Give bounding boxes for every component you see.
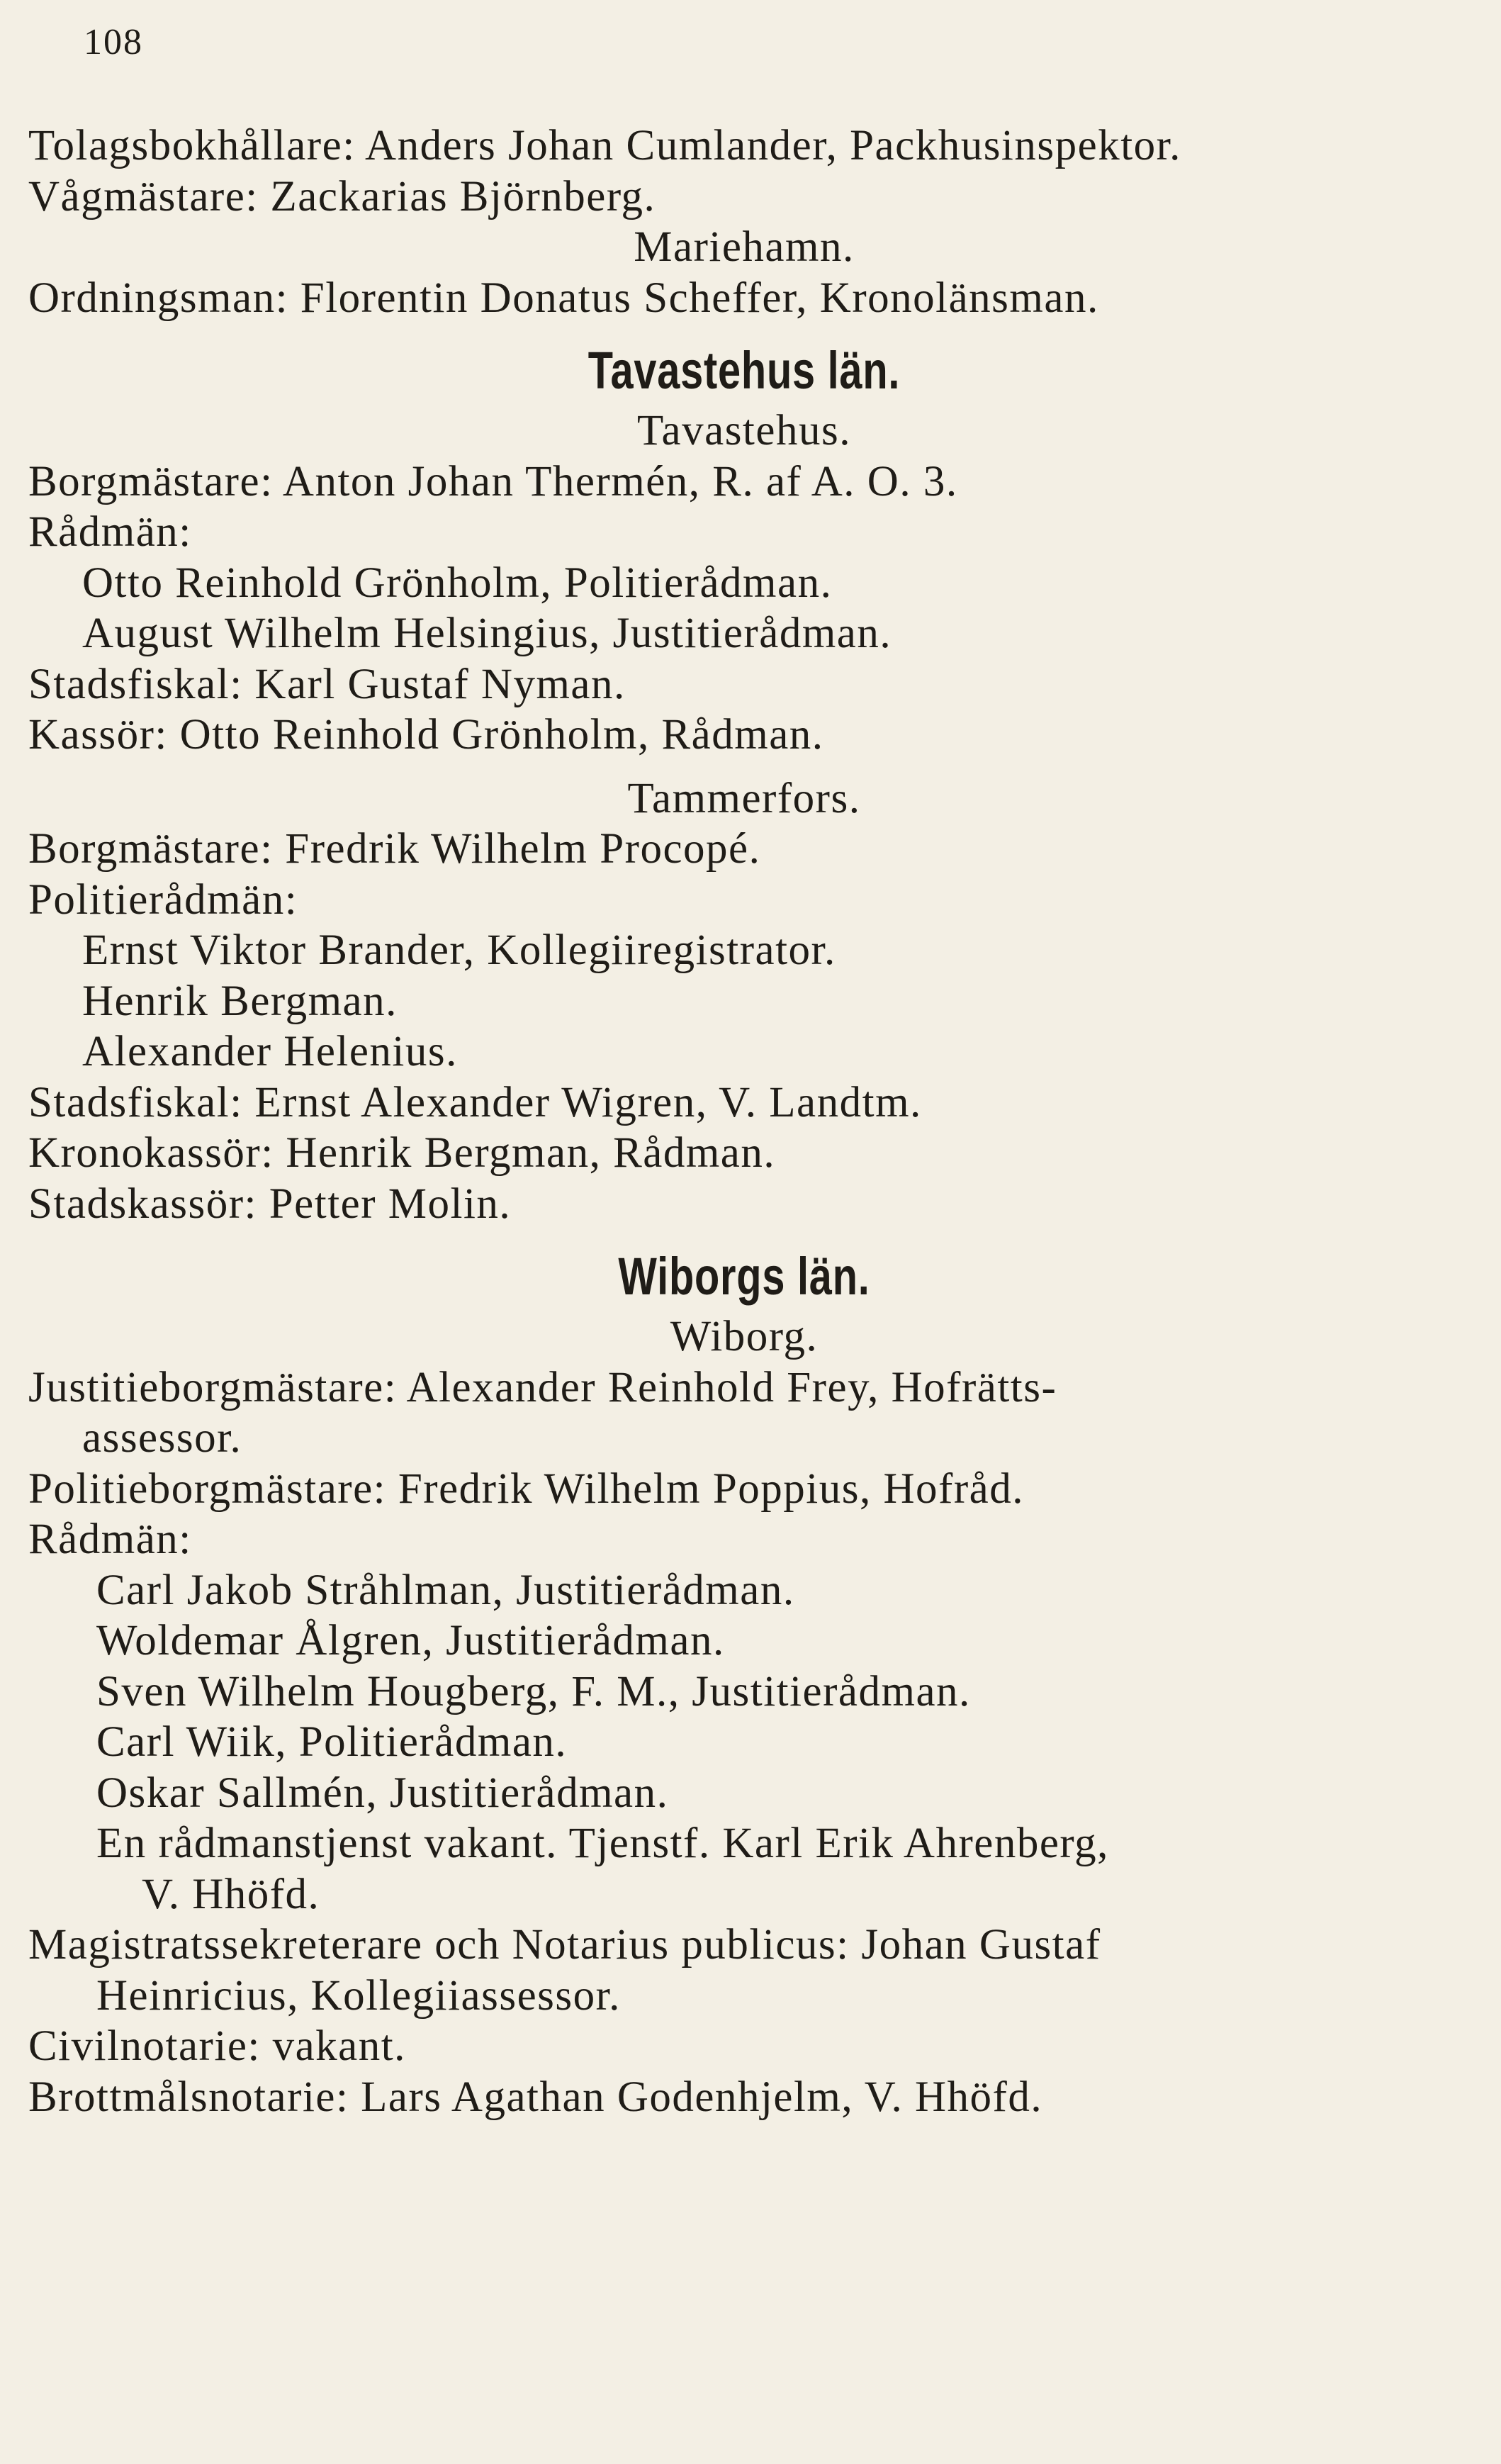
text-line: Vågmästare: Zackarias Björnberg. [28,172,656,220]
list-item: Henrik Bergman. [82,977,398,1025]
page-number: 108 [84,22,143,62]
list-item: August Wilhelm Helsingius, Justitierådman. [82,610,892,657]
list-item: Oskar Sallmén, Justitierådman. [96,1769,669,1817]
text-line: Stadskassör: Petter Molin. [28,1180,512,1228]
text-line: Kassör: Otto Reinhold Grönholm, Rådman. [28,711,824,758]
county-heading: Wiborgs län. [618,1247,870,1306]
list-item: Otto Reinhold Grönholm, Politierådman. [82,559,833,607]
list-item: En rådmanstjenst vakant. Tjenstf. Karl Erik Ahrenberg, [96,1820,1109,1867]
text-line: Politieborgmästare: Fredrik Wilhelm Poppius, Hofråd. [28,1465,1024,1513]
county-heading: Tavastehus län. [588,341,901,400]
text-line: Justitieborgmästare: Alexander Reinhold Frey, Hofrätts- [28,1363,1057,1411]
list-item: Alexander Helenius. [82,1028,458,1075]
document-body [28,121,1460,2122]
town-heading: Tavastehus. [637,407,851,454]
text-line: Borgmästare: Anton Johan Thermén, R. af A. O. 3. [28,457,958,505]
list-item: Woldemar Ålgren, Justitierådman. [96,1617,725,1664]
text-line-continuation: assessor. [82,1414,242,1462]
town-heading: Wiborg. [670,1313,819,1360]
text-line: Borgmästare: Fredrik Wilhelm Procopé. [28,825,761,873]
text-line: Politierådmän: [28,875,298,924]
town-heading: Mariehamn. [634,223,855,271]
list-item: Sven Wilhelm Hougberg, F. M., Justitierådman. [96,1667,971,1715]
list-item: Carl Jakob Stråhlman, Justitierådman. [96,1566,795,1614]
text-line: Rådmän: [28,1516,192,1563]
text-line: Magistratssekreterare och Notarius publicus: Johan Gustaf [28,1921,1101,1969]
text-line: Ordningsman: Florentin Donatus Scheffer, Kronolänsman. [28,274,1099,322]
text-line: Rådmän: [28,508,192,556]
text-line: Civilnotarie: vakant. [28,2022,406,2070]
town-heading: Tammerfors. [627,774,861,822]
list-item: Carl Wiik, Politierådman. [96,1718,568,1766]
text-line: Stadsfiskal: Ernst Alexander Wigren, V. Landtm. [28,1078,922,1126]
text-line: Kronokassör: Henrik Bergman, Rådman. [28,1129,776,1177]
text-line: Brottmålsnotarie: Lars Agathan Godenhjelm, V. Hhöfd. [28,2073,1043,2121]
text-line: Stadsfiskal: Karl Gustaf Nyman. [28,660,626,708]
text-line-continuation: Heinricius, Kollegiiassessor. [96,1971,621,2020]
list-item: Ernst Viktor Brander, Kollegiiregistrator. [82,926,836,974]
text-line-continuation: V. Hhöfd. [142,1870,320,1918]
text-line: Tolagsbokhållare: Anders Johan Cumlander, Packhusinspektor. [28,122,1181,169]
